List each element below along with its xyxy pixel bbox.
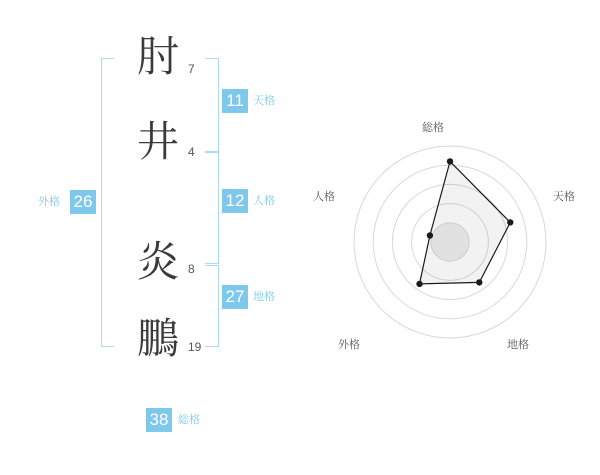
radar-axis-label-soukaku: 総格 <box>422 122 444 134</box>
score-value-tenkaku: 11 <box>222 89 248 113</box>
score-label-gaikaku: 外格 <box>38 196 60 208</box>
kanji-char-4: 鵬 <box>136 314 179 363</box>
bracket-tenkaku <box>205 58 219 152</box>
score-value-jinkaku: 12 <box>222 189 248 213</box>
radar-data-point <box>476 279 482 285</box>
radar-chart-svg <box>300 0 600 470</box>
radar-axis-label-gaikaku: 外格 <box>338 339 360 351</box>
score-value-chikaku: 27 <box>222 285 248 309</box>
radar-data-point <box>507 219 513 225</box>
radar-data-point <box>416 281 422 287</box>
radar-data-point <box>427 232 433 238</box>
score-label-chikaku: 地格 <box>253 291 275 303</box>
stroke-count-3: 8 <box>188 262 195 276</box>
stroke-count-4: 19 <box>188 340 202 354</box>
radar-axis-label-tenkaku: 天格 <box>553 191 575 203</box>
bracket-gaikaku <box>101 58 114 347</box>
kanji-char-2: 井 <box>136 117 179 166</box>
radar-chart <box>300 0 600 470</box>
kanji-char-3: 炎 <box>136 237 179 286</box>
score-label-soukaku: 総格 <box>178 414 200 426</box>
stroke-count-1: 7 <box>188 62 195 76</box>
radar-data-polygon <box>420 161 511 284</box>
bracket-jinkaku <box>205 152 219 264</box>
radar-axis-label-jinkaku: 人格 <box>313 191 335 203</box>
radar-axis-label-chikaku: 地格 <box>507 339 529 351</box>
bracket-chikaku <box>205 265 219 347</box>
name-panel <box>0 0 300 470</box>
kanji-char-1: 肘 <box>136 32 179 81</box>
score-value-gaikaku: 26 <box>70 190 96 214</box>
radar-data-point <box>447 158 453 164</box>
score-label-jinkaku: 人格 <box>253 195 275 207</box>
stroke-count-2: 4 <box>188 145 195 159</box>
score-value-soukaku: 38 <box>146 408 172 432</box>
score-label-tenkaku: 天格 <box>253 95 275 107</box>
